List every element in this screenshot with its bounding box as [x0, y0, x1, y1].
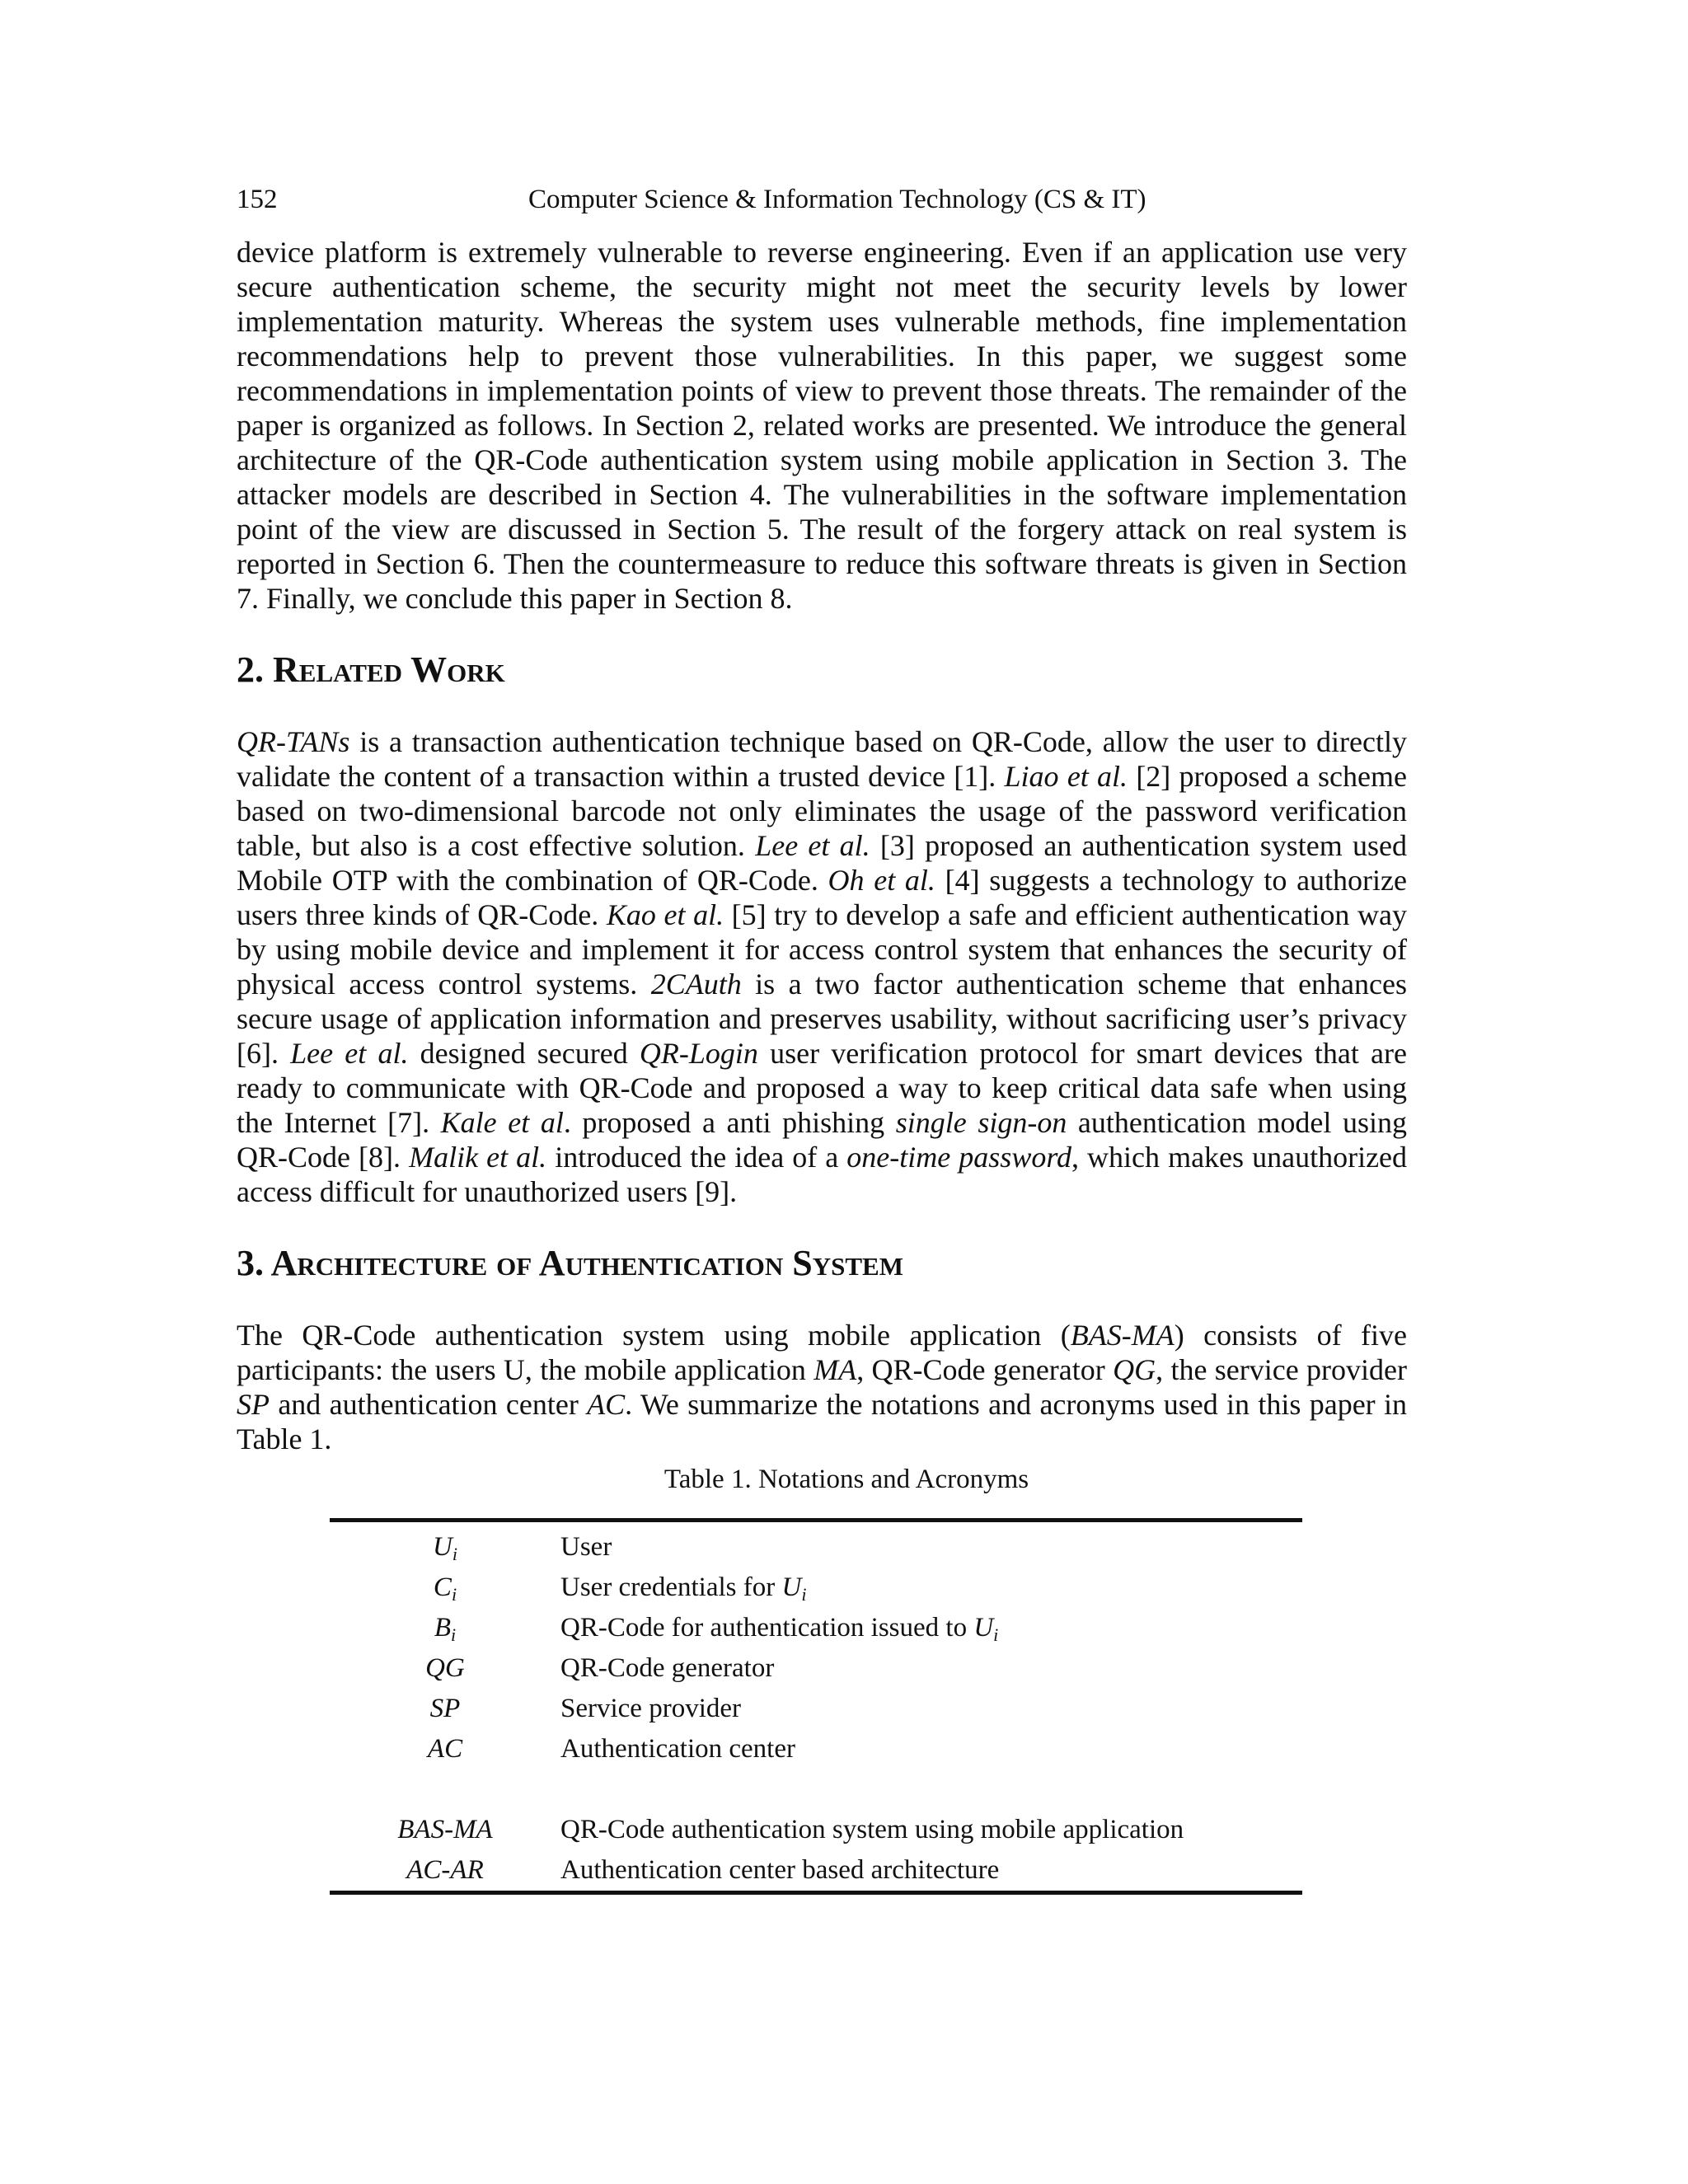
- table-row: [330, 1850, 1302, 1893]
- related-work-segment: authentication model using QR-Code [8].: [237, 1106, 1408, 1174]
- notation-symbol: $B_i$: [434, 1613, 457, 1645]
- notation-definition: Authentication center: [560, 1734, 795, 1764]
- architecture-segment: and authentication center: [270, 1388, 588, 1421]
- architecture-segment: MA: [814, 1353, 857, 1386]
- table-row: [330, 1689, 1302, 1729]
- related-work-segment: [3] proposed an authentication system used Mobile OTP with the combination of QR-Code.: [237, 829, 1407, 897]
- intro-paragraph: device platform is extremely vulnerable to reverse engineering. Even if an application use very secure authentication scheme, the security might not meet the security levels by lower implementation maturity. Whereas the system uses vulnerable methods, fine implementation recommendations help to prevent those vulnerabilities. In this paper, we suggest some recommendations in implementation points of view to prevent those threats. The remainder of the paper is organized as follows. In Section 2, related works are presented. We introduce the general architecture of the QR-Code authentication system using mobile application in Section 3. The attacker models are described in Section 4. The vulnerabilities in the software implementation point of the view are discussed in Section 5. The result of the forgery attack on real system is reported in Section 6. Then the countermeasure to reduce this software threats is given in Section 7. Finally, we conclude this paper in Section 8.: [237, 236, 1407, 615]
- related-work-segment: single sign-on: [895, 1106, 1067, 1139]
- notation-symbol: BAS-MA: [397, 1815, 493, 1844]
- architecture-segment: AC: [587, 1388, 626, 1421]
- notation-definition: QR-Code generator: [560, 1653, 775, 1683]
- related-work-segment: introduced the idea of a: [546, 1141, 847, 1174]
- architecture-segment: The QR-Code authentication system using mobile application (: [237, 1319, 1071, 1352]
- related-work-segment: Kale et al: [440, 1106, 564, 1139]
- related-work-segment: is a transaction authentication technique based on QR-Code, allow the user to directly validate the content of a transaction within a trusted device [1].: [237, 725, 1407, 793]
- table-row: [330, 1810, 1302, 1850]
- related-work-segment: [4] suggests a technology to authorize users three kinds of QR-Code.: [237, 864, 1408, 931]
- related-work-segment: one-time password: [846, 1141, 1071, 1174]
- body-content: [237, 235, 1407, 1496]
- architecture-paragraph: [237, 1318, 1407, 1456]
- related-work-segment: Malik et al.: [409, 1141, 547, 1174]
- architecture-segment: SP: [237, 1388, 270, 1421]
- related-work-segment: is a two factor authentication scheme that enhances secure usage of application information and preserves usability, without sacrificing user’s privacy [6].: [237, 968, 1407, 1070]
- architecture-segment: BAS-MA: [1070, 1319, 1175, 1352]
- notations-table: [330, 1518, 1302, 1895]
- architecture-segment: , the service provider: [1156, 1353, 1407, 1386]
- section-2-heading: 2. Related Work: [237, 649, 505, 690]
- notation-definition: Authentication center based architecture: [560, 1855, 1000, 1885]
- notation-symbol: $C_i$: [433, 1572, 457, 1605]
- notation-symbol: AC-AR: [406, 1855, 484, 1885]
- table-row: [330, 1608, 1302, 1648]
- table-spacer-row: [330, 1769, 1302, 1810]
- section-3-heading: 3. Architecture of Authentication System: [237, 1243, 903, 1283]
- related-work-segment: Lee et al.: [290, 1037, 409, 1070]
- related-work-segment: Kao et al.: [606, 898, 724, 931]
- related-work-segment: 2CAuth: [650, 968, 742, 1001]
- related-work-segment: [5] try to develop a safe and efficient authentication way by using mobile device and implement it for access control system that enhances the security of physical access control systems.: [237, 898, 1408, 1001]
- related-work-paragraph: [237, 724, 1407, 1209]
- table-caption: Table 1. Notations and Acronyms: [663, 1465, 1029, 1494]
- notation-symbol: SP: [429, 1694, 461, 1723]
- notation-definition: User credentials for $U_i$: [560, 1572, 807, 1605]
- related-work-segment: QR-Login: [639, 1037, 758, 1070]
- notation-symbol: $U_i$: [433, 1532, 457, 1564]
- related-work-segment: . proposed a anti phishing: [563, 1106, 896, 1139]
- table-row: [330, 1648, 1302, 1689]
- related-work-segment: Lee et al.: [755, 829, 870, 862]
- related-work-segment: , which makes unauthorized access difficult for unauthorized users [9].: [237, 1141, 1408, 1208]
- architecture-segment: , QR-Code generator: [856, 1353, 1114, 1386]
- journal-title: Computer Science & Information Technology (CS & IT): [528, 185, 1146, 214]
- notation-definition: QR-Code authentication system using mobile application: [560, 1815, 1184, 1844]
- related-work-segment: Liao et al.: [1004, 760, 1128, 793]
- table-row: [330, 1568, 1302, 1608]
- notation-definition: [560, 1769, 1302, 1810]
- notation-symbol: AC: [427, 1734, 463, 1764]
- table-1-container: [330, 1518, 1302, 1895]
- notation-symbol: [330, 1769, 560, 1810]
- related-work-segment: designed secured: [408, 1037, 640, 1070]
- architecture-segment: QG: [1113, 1353, 1156, 1386]
- related-work-segment: QR-TANs: [237, 725, 350, 758]
- notation-definition: Service provider: [560, 1694, 741, 1723]
- notation-symbol: QG: [425, 1653, 465, 1683]
- architecture-segment: ) consists of five participants: the users U, the mobile application: [237, 1319, 1407, 1386]
- related-work-segment: Oh et al.: [828, 864, 935, 897]
- notation-definition: QR-Code for authentication issued to $U_i$: [560, 1613, 999, 1645]
- page-number: 152: [237, 185, 278, 214]
- notation-definition: User: [560, 1532, 612, 1562]
- related-work-segment: [2] proposed a scheme based on two-dimensional barcode not only eliminates the usage of the password verification table, but also is a cost effective solution.: [237, 760, 1407, 862]
- related-work-segment: user verification protocol for smart devices that are ready to communicate with QR-Code and proposed a way to keep critical data safe when using the Internet [7].: [237, 1037, 1407, 1139]
- table-row: [330, 1521, 1302, 1568]
- table-row: [330, 1729, 1302, 1769]
- architecture-segment: . We summarize the notations and acronyms used in this paper in Table 1.: [237, 1388, 1407, 1455]
